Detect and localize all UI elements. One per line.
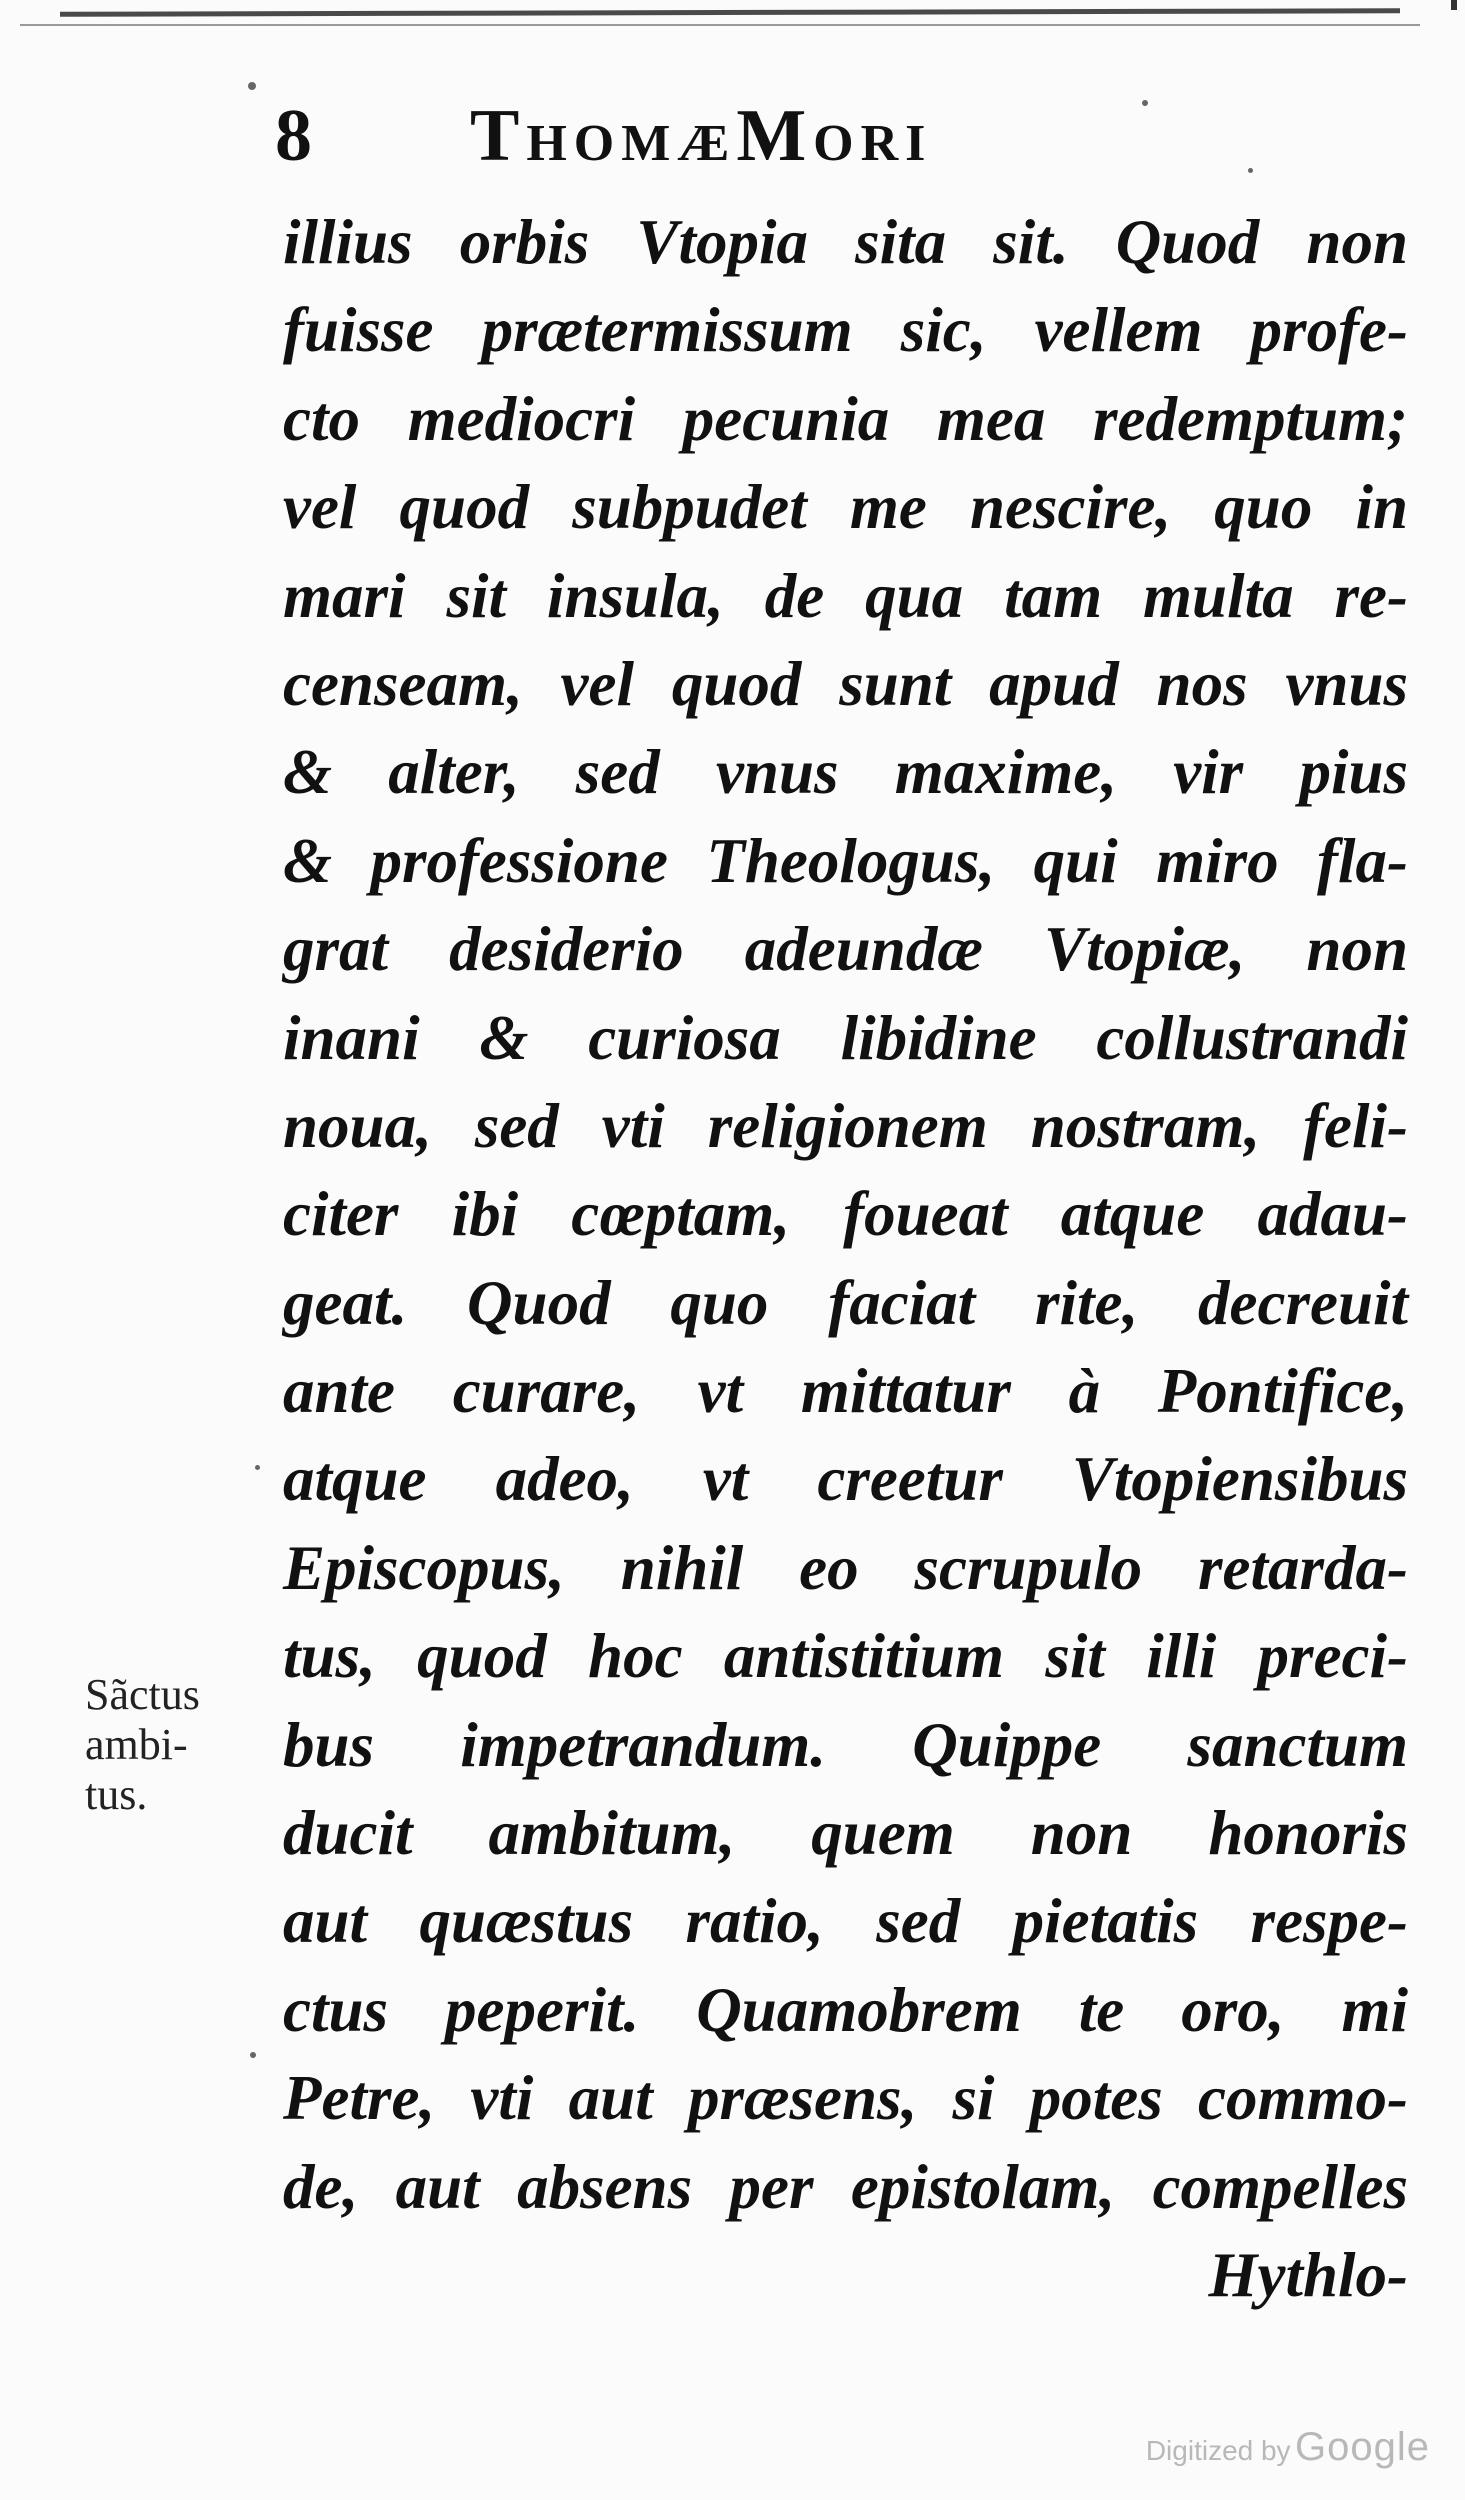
text-line: ducit ambitum, quem non honoris bbox=[283, 1798, 1408, 1869]
margin-note-line: ambi- bbox=[85, 1720, 188, 1769]
margin-note-line: Sãctus bbox=[85, 1670, 200, 1719]
scan-speck bbox=[250, 2052, 256, 2058]
text-line: bus impetrandum. Quippe sanctum bbox=[283, 1709, 1408, 1780]
catchword: Hythlo- bbox=[1208, 2239, 1408, 2310]
text-line: atque adeo, vt creetur Vtopiensibus bbox=[283, 1444, 1408, 1515]
page-number: 8 bbox=[275, 95, 312, 177]
scan-speck bbox=[1142, 100, 1148, 106]
google-wordmark: Google bbox=[1295, 2425, 1430, 2469]
text-line: ctus peperit. Quamobrem te oro, mi bbox=[283, 1974, 1408, 2045]
top-edge-rule bbox=[60, 8, 1400, 17]
top-edge-rule-secondary bbox=[20, 24, 1420, 26]
margin-note-line: tus. bbox=[85, 1770, 148, 1819]
corner-mark bbox=[1451, 0, 1457, 10]
text-line: mari sit insula, de qua tam multa re- bbox=[283, 560, 1408, 631]
text-line: geat. Quod quo faciat rite, decreuit bbox=[283, 1267, 1408, 1338]
text-line: vel quod subpudet me nescire, quo in bbox=[283, 472, 1408, 543]
text-line: & professione Theologus, qui miro fla- bbox=[283, 825, 1408, 896]
text-line: inani & curiosa libidine collustrandi bbox=[283, 1002, 1408, 1073]
text-line: grat desiderio adeundæ Vtopiæ, non bbox=[283, 914, 1408, 985]
digitized-watermark bbox=[1146, 2425, 1430, 2470]
text-line: censeam, vel quod sunt apud nos vnus bbox=[283, 648, 1408, 719]
text-line: Episcopus, nihil eo scrupulo retarda- bbox=[283, 1532, 1408, 1603]
text-line: fuisse prætermissum sic, vellem profe- bbox=[283, 295, 1408, 366]
text-line: & alter, sed vnus maxime, vir pius bbox=[283, 737, 1408, 808]
scan-speck bbox=[248, 82, 256, 90]
text-line: aut quæstus ratio, sed pietatis respe- bbox=[283, 1886, 1408, 1957]
page-header bbox=[275, 88, 1405, 184]
margin-note bbox=[85, 1670, 260, 1820]
running-head: ThomæMori bbox=[470, 95, 933, 177]
text-line: illius orbis Vtopia sita sit. Quod non bbox=[283, 207, 1408, 277]
scan-speck bbox=[255, 1465, 260, 1470]
text-line: Petre, vti aut præsens, si potes commo- bbox=[283, 2063, 1408, 2134]
digitized-text: Digitized by bbox=[1145, 2435, 1291, 2466]
text-line: noua, sed vti religionem nostram, feli- bbox=[283, 1090, 1408, 1161]
body-text bbox=[283, 198, 1408, 2319]
text-line: cto mediocri pecunia mea redemptum; bbox=[283, 383, 1408, 454]
text-line: de, aut absens per epistolam, compelles bbox=[283, 2151, 1408, 2222]
text-line: ante curare, vt mittatur à Pontifice, bbox=[283, 1356, 1408, 1427]
text-line: citer ibi cœptam, foueat atque adau- bbox=[283, 1179, 1408, 1250]
scan-speck bbox=[1248, 168, 1253, 173]
text-line: tus, quod hoc antistitium sit illi preci- bbox=[283, 1621, 1408, 1692]
